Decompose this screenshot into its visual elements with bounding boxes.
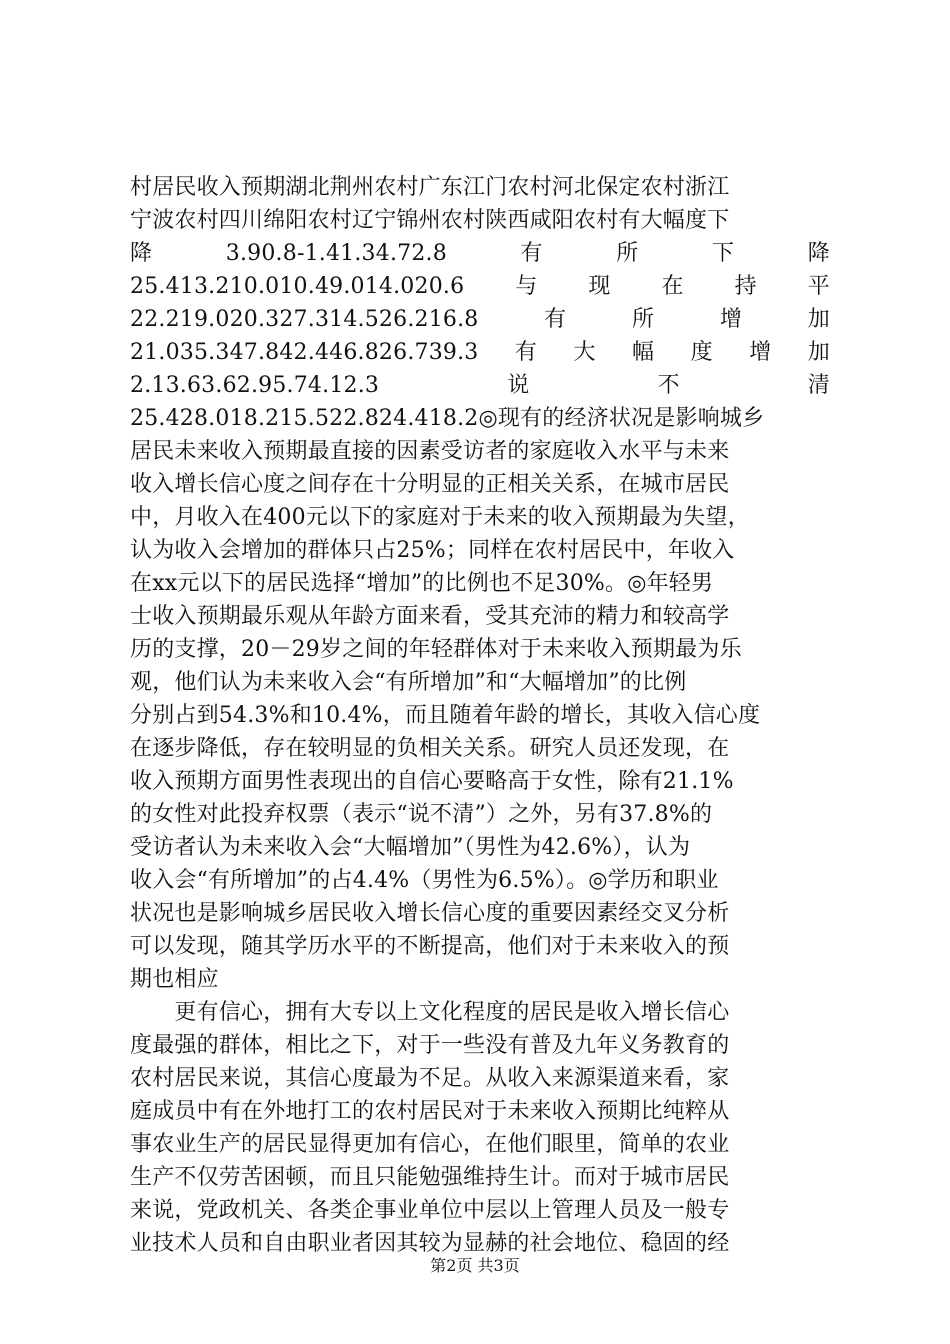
text-line [130,303,830,336]
text-segment: 加 [807,340,830,365]
text-line: 庭成员中有在外地打工的农村居民对于未来收入预期比纯粹从 [130,1099,730,1124]
text-segment: 有 [544,307,567,332]
text-line: 宁波农村四川绵阳农村辽宁锦州农村陕西咸阳农村有大幅度下 [130,208,730,233]
text-segment: 在 [661,274,684,299]
text-line: 村居民收入预期湖北荆州农村广东江门农村河北保定农村浙江 [130,175,730,200]
text-line: 受访者认为未来收入会“大幅增加”（男性为42.6%），认为 [130,835,691,860]
text-segment: 清 [807,373,830,398]
text-line: 士收入预期最乐观从年龄方面来看，受其充沛的精力和较高学 [130,604,730,629]
text-line: 分别占到54.3%和10.4%，而且随着年龄的增长，其收入信心度 [130,703,761,728]
text-line: 期也相应 [130,967,219,992]
paragraph [130,171,830,996]
text-segment: 3.90.8-1.41.34.72.8 [225,241,447,266]
text-segment: 增 [719,307,743,332]
text-line [130,336,830,369]
text-line: 更有信心，拥有大专以上文化程度的居民是收入增长信心 [130,1000,730,1025]
page-footer: 第2页 共3页 [430,1256,520,1275]
text-line: 度最强的群体，相比之下，对于一些没有普及九年义务教育的 [130,1033,730,1058]
text-line: 25.428.018.215.522.824.418.2◎现有的经济状况是影响城乡 [130,406,765,431]
text-segment: 2.13.63.62.95.74.12.3 [130,373,380,398]
text-segment: 不 [657,373,680,398]
text-segment: 度 [690,340,713,365]
text-segment: 有 [514,340,538,365]
text-segment: 持 [734,274,757,299]
text-line: 农村居民来说，其信心度最为不足。从收入来源渠道来看，家 [130,1066,730,1091]
text-line: 的女性对此投弃权票（表示“说不清”）之外，另有37.8%的 [130,802,713,827]
text-segment: 加 [807,307,830,332]
text-segment: 降 [130,241,153,266]
text-line: 收入增长信心度之间存在十分明显的正相关关系，在城市居民 [130,472,730,497]
text-line: 来说，党政机关、各类企事业单位中层以上管理人员及一般专 [130,1198,730,1223]
text-segment: 降 [807,241,830,266]
text-segment: 平 [807,274,830,299]
text-line: 观，他们认为未来收入会“有所增加”和“大幅增加”的比例 [130,670,687,695]
text-segment: 25.413.210.010.49.014.020.6 [130,274,465,299]
text-segment: 增 [749,340,772,365]
text-line: 历的支撑，20－29岁之间的年轻群体对于未来收入预期最为乐 [130,637,742,662]
text-segment: 21.035.347.842.446.826.739.3 [130,340,479,365]
text-line: 业技术人员和自由职业者因其较为显赫的社会地位、稳固的经 [130,1231,730,1256]
text-line [130,237,830,270]
text-segment: 大 [573,340,596,365]
text-segment: 与 [515,274,538,299]
text-line: 居民未来收入预期最直接的因素受访者的家庭收入水平与未来 [130,439,730,464]
text-line: 收入预期方面男性表现出的自信心要略高于女性，除有21.1% [130,769,734,794]
text-line [130,270,830,303]
text-line: 生产不仅劳苦困顿，而且只能勉强维持生计。而对于城市居民 [130,1165,730,1190]
text-line: 认为收入会增加的群体只占25%；同样在农村居民中，年收入 [130,538,735,563]
text-line: 中，月收入在400元以下的家庭对于未来的收入预期最为失望， [130,505,750,530]
text-line [130,369,830,402]
text-segment: 所 [632,307,655,332]
paragraph [130,996,830,1260]
text-line: 在逐步降低，存在较明显的负相关关系。研究人员还发现，在 [130,736,730,761]
text-line: 事农业生产的居民显得更加有信心，在他们眼里，简单的农业 [130,1132,730,1157]
text-segment: 下 [712,241,735,266]
text-line: 可以发现，随其学历水平的不断提高，他们对于未来收入的预 [130,934,730,959]
text-line: 状况也是影响城乡居民收入增长信心度的重要因素经交叉分析 [130,901,730,926]
text-line: 收入会“有所增加”的占4.4%（男性为6.5%）。◎学历和职业 [130,868,719,893]
text-segment: 幅 [632,340,655,365]
text-segment: 有 [520,241,543,266]
body-text [130,171,830,1260]
text-segment: 现 [588,274,611,299]
text-segment: 说 [507,373,530,398]
text-line: 在xx元以下的居民选择“增加”的比例也不足30%。◎年轻男 [130,571,714,596]
text-segment: 所 [616,241,639,266]
text-segment: 22.219.020.327.314.526.216.8 [130,307,479,332]
